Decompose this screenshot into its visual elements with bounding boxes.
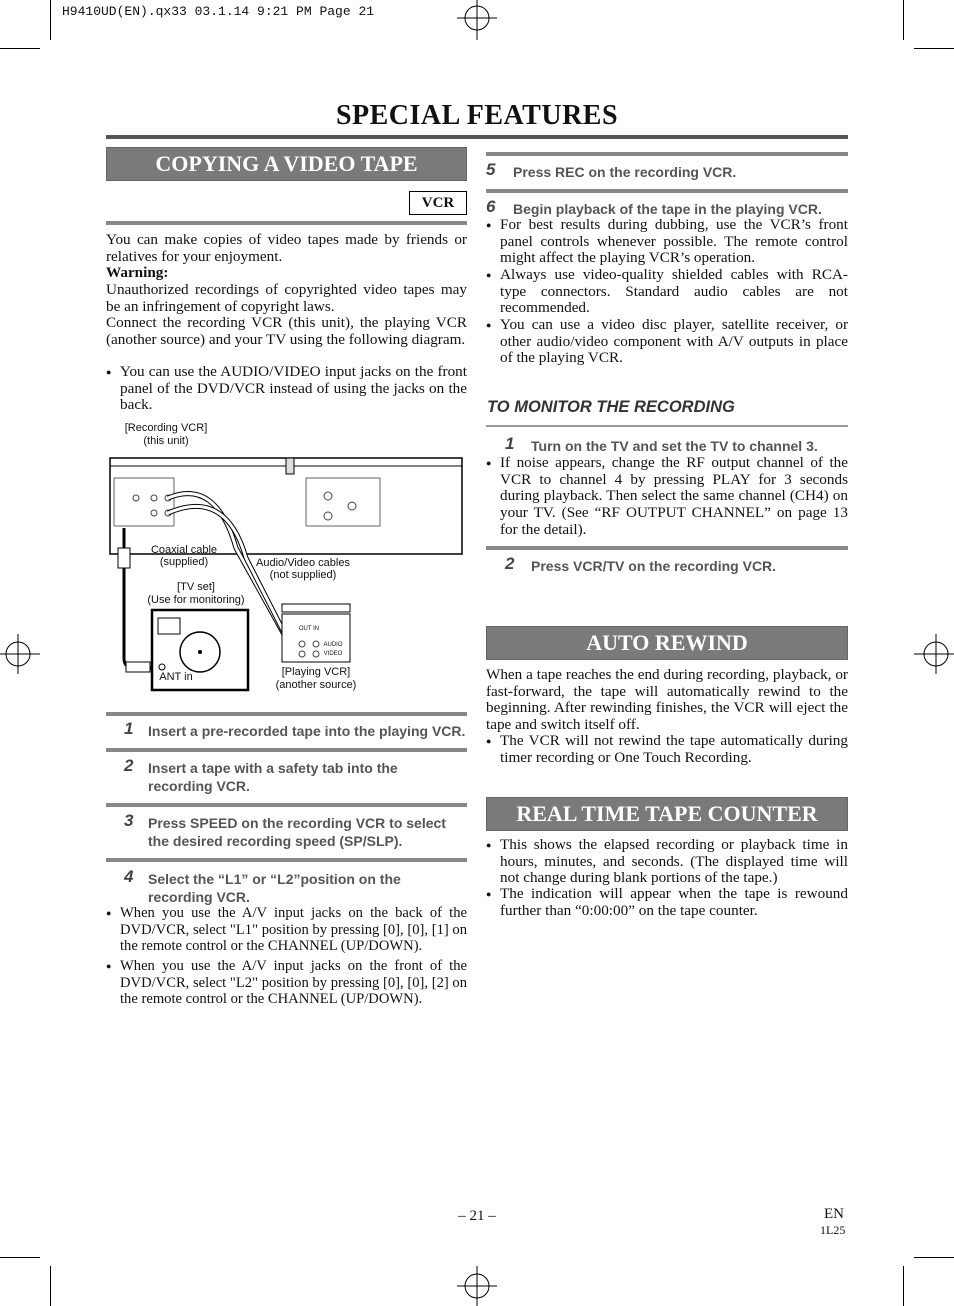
cable-tip: ● Always use video-quality shielded cables with RCA-type connectors. Standard audio cables are not recommended.	[486, 267, 848, 317]
monitor-step-2: 2 Press VCR/TV on the recording VCR.	[505, 554, 777, 574]
connect-text: Connect the recording VCR (this unit), the playing VCR (another source) and your TV using the following diagram.	[106, 314, 467, 348]
registration-mark-icon	[455, 1262, 499, 1306]
step-5: 5 Press REC on the recording VCR.	[486, 160, 737, 180]
label-coaxial-cable: Coaxial cable	[150, 544, 218, 556]
model-code: 1L25	[820, 1223, 846, 1237]
label-tv-set: [TV set]	[177, 581, 215, 593]
divider	[486, 546, 848, 550]
monitor-step-1: 1 Turn on the TV and set the TV to channel 3.	[505, 434, 818, 454]
copying-intro: You can make copies of video tapes made by friends or relatives for your enjoyment.	[106, 231, 467, 265]
auto-rewind-note: ● The VCR will not rewind the tape automatically during timer recording or One Touch Recording.	[486, 733, 848, 766]
label-audio: AUDIO	[323, 642, 343, 648]
page-title: SPECIAL FEATURES	[335, 100, 619, 131]
label-playing-vcr: [Playing VCR]	[281, 666, 351, 678]
counter-note-2: ● The indication will appear when the tape is rewound further than “0:00:00” on the tape counter.	[486, 886, 848, 919]
divider	[486, 425, 848, 427]
section-title-auto-rewind: AUTO REWIND	[486, 626, 848, 660]
divider	[486, 189, 848, 193]
section-title-copying: COPYING A VIDEO TAPE	[106, 147, 467, 181]
step-6: 6 Begin playback of the tape in the playing VCR.	[486, 197, 822, 217]
divider	[106, 748, 467, 752]
label-video: VIDEO	[323, 651, 343, 657]
title-rule	[106, 135, 848, 139]
step4-note-back: ● When you use the A/V input jacks on the back of the DVD/VCR, select "L1" position by pressing [0], [0], [1] on the remote control or the CHANNEL (UP/DOWN).	[106, 905, 467, 955]
crop-mark	[50, 0, 51, 40]
divider	[106, 221, 467, 225]
label-not-supplied: (not supplied)	[269, 569, 337, 581]
label-this-unit: (this unit)	[143, 435, 189, 447]
label-out-in: OUT IN	[298, 626, 320, 632]
monitor-heading: TO MONITOR THE RECORDING	[487, 398, 735, 416]
label-ant-in: ANT in	[159, 671, 193, 683]
rf-channel-note: ● If noise appears, change the RF output channel of the VCR to channel 4 by pressing PLAY for 3 seconds during playback. Then select the same channel (CH4) on your TV. (See “RF OUTPUT CHANNEL” on page 13 for the detail).	[486, 455, 848, 539]
step-1: 1 Insert a pre-recorded tape into the playing VCR.	[124, 719, 466, 739]
page-number: – 21 –	[458, 1208, 496, 1224]
warning-label: Warning:	[106, 264, 169, 281]
file-slug: H9410UD(EN).qx33 03.1.14 9:21 PM Page 21	[62, 4, 375, 19]
crop-mark	[0, 1257, 40, 1258]
divider	[106, 712, 467, 716]
warning-text: Unauthorized recordings of copyrighted video tapes may be an infringement of copyright laws.	[106, 281, 467, 315]
section-title-counter: REAL TIME TAPE COUNTER	[486, 797, 848, 831]
step-3: 3 Press SPEED on the recording VCR to select the desired recording speed (SP/SLP).	[124, 811, 446, 849]
crop-mark	[914, 48, 954, 49]
divider	[106, 858, 467, 862]
label-av-cables: Audio/Video cables	[256, 557, 350, 569]
connection-diagram	[106, 418, 467, 708]
registration-mark-icon	[0, 632, 44, 676]
dubbing-tip: ● For best results during dubbing, use the VCR’s front panel controls whenever possible. The remote control might affect the playing VCR’s operation.	[486, 217, 848, 267]
crop-mark	[914, 1257, 954, 1258]
registration-mark-icon	[910, 632, 954, 676]
divider	[106, 803, 467, 807]
label-another-source: (another source)	[275, 679, 357, 691]
label-use-monitoring: (Use for monitoring)	[147, 594, 245, 606]
step-2: 2 Insert a tape with a safety tab into the recording VCR.	[124, 756, 398, 794]
language-code: EN	[824, 1206, 844, 1222]
vcr-badge: VCR	[409, 191, 467, 215]
counter-note-1: ● This shows the elapsed recording or playback time in hours, minutes, and seconds. (The displayed time will not change during blank portions of the tape.)	[486, 837, 848, 887]
step-4: 4 Select the “L1” or “L2”position on the recording VCR.	[124, 867, 401, 905]
crop-mark	[50, 1266, 51, 1306]
step4-note-front: ● When you use the A/V input jacks on the front of the DVD/VCR, select "L2" position by pressing [0], [0], [2] on the remote control or the CHANNEL (UP/DOWN).	[106, 958, 467, 1008]
label-recording-vcr: [Recording VCR]	[124, 422, 208, 434]
front-jacks-note: ● You can use the AUDIO/VIDEO input jacks on the front panel of the DVD/VCR instead of using the jacks on the back.	[106, 364, 467, 414]
crop-mark	[903, 1266, 904, 1306]
label-supplied: (supplied)	[159, 556, 209, 568]
registration-mark-icon	[455, 0, 499, 44]
divider	[486, 152, 848, 156]
crop-mark	[0, 48, 40, 49]
crop-mark	[903, 0, 904, 40]
auto-rewind-text: When a tape reaches the end during recording, playback, or fast-forward, the tape will automatically rewind to the beginning. After rewinding finishes, the VCR will eject the tape and switch itself off.	[486, 666, 848, 734]
source-tip: ● You can use a video disc player, satellite receiver, or other audio/video component with A/V outputs in place of the playing VCR.	[486, 317, 848, 367]
